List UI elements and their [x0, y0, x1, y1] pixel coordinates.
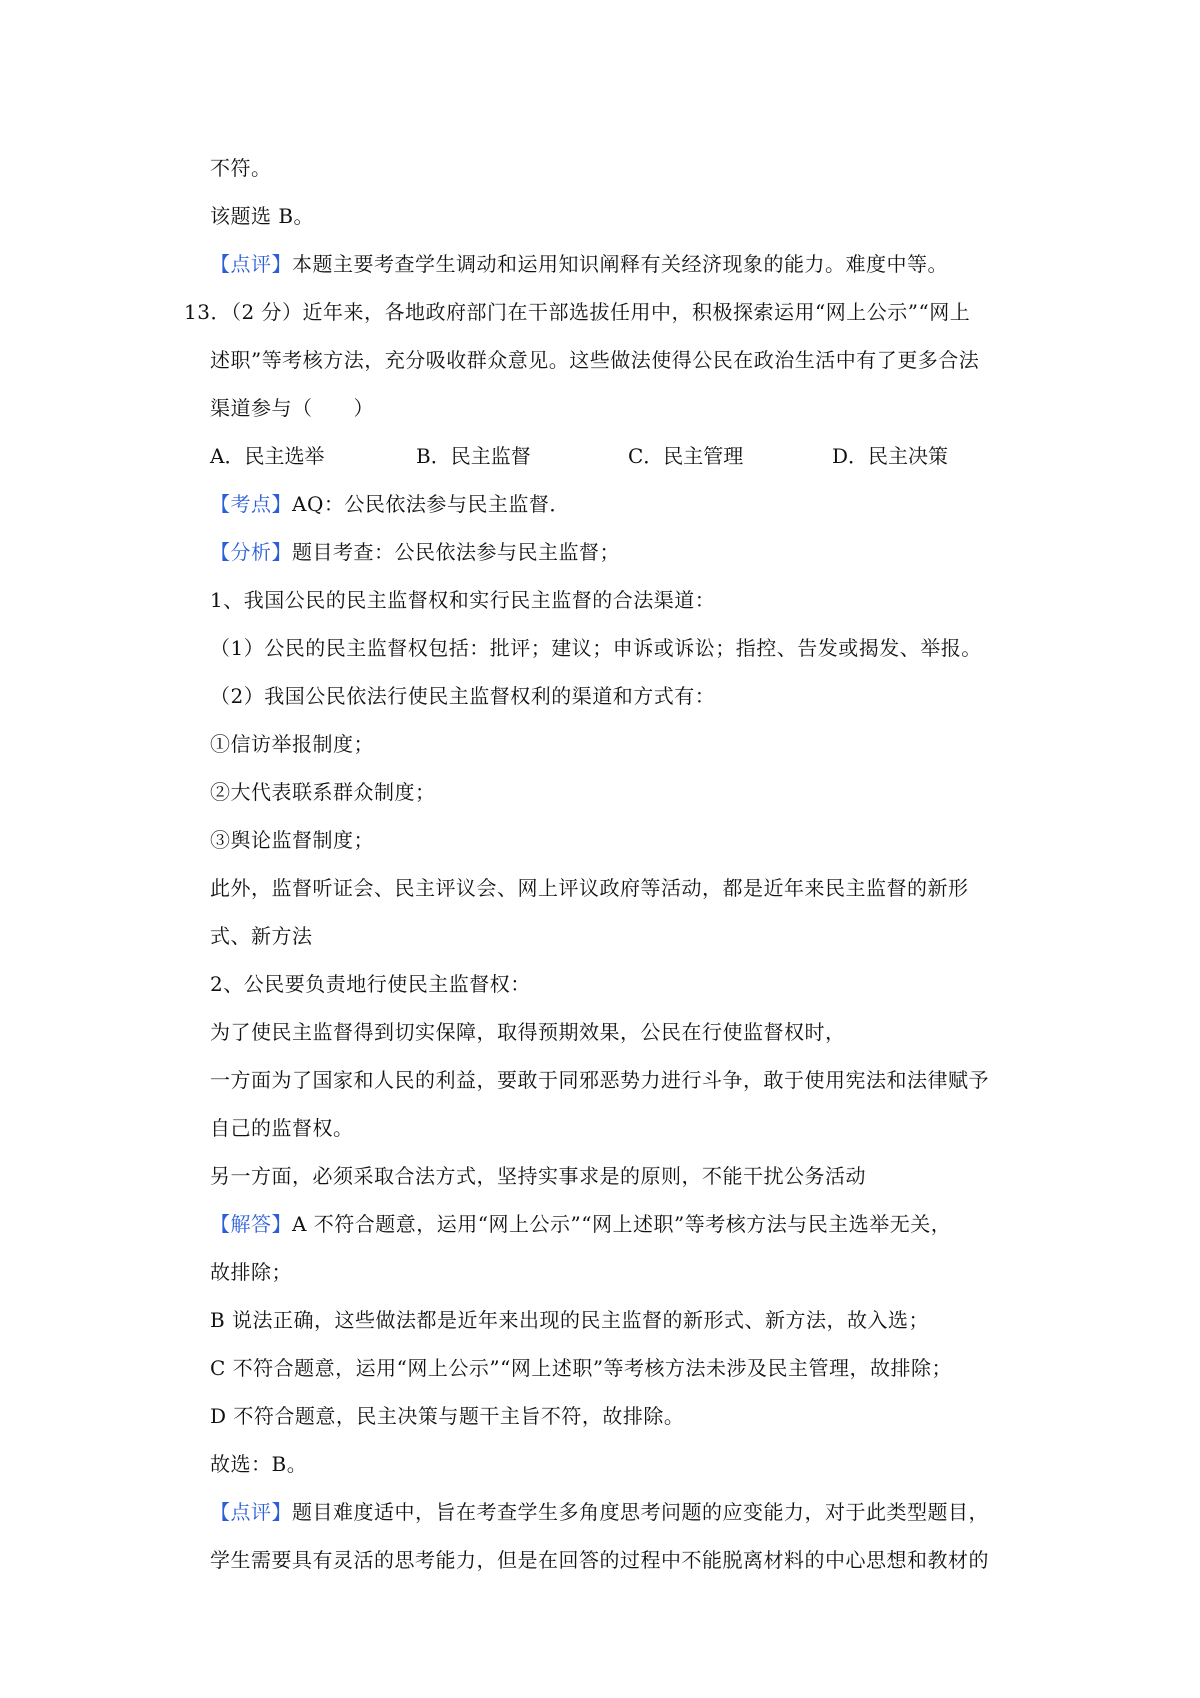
analysis-line: 2、公民要负责地行使民主监督权： — [210, 972, 531, 996]
answer-line: D 不符合题意，民主决策与题干主旨不符，故排除。 — [210, 1404, 685, 1428]
fenxi-tag: 【分析】 — [210, 540, 292, 564]
fenxi-line: 【分析】题目考查：公民依法参与民主监督； — [210, 540, 620, 564]
question-number: 13． — [184, 300, 231, 324]
answer-line: 故排除； — [210, 1260, 292, 1284]
analysis-line: 一方面为了国家和人民的利益，要敢于同邪恶势力进行斗争，敢于使用宪法和法律赋予 — [210, 1068, 989, 1092]
option-a: A．民主选举 — [210, 444, 325, 468]
analysis-line: 为了使民主监督得到切实保障，取得预期效果，公民在行使监督权时， — [210, 1020, 846, 1044]
review-tag: 【点评】 — [210, 252, 292, 276]
prev-review — [210, 250, 948, 278]
question-stem-line2: 述职”等考核方法，充分吸收群众意见。这些做法使得公民在政治生活中有了更多合法 — [210, 348, 980, 372]
dianping-line2: 学生需要具有灵活的思考能力，但是在回答的过程中不能脱离材料的中心思想和教材的 — [210, 1548, 989, 1572]
option-c: C．民主管理 — [628, 444, 744, 468]
analysis-line: ③舆论监督制度； — [210, 828, 374, 852]
jieda-line: 【解答】A 不符合题意，运用“网上公示”“网上述职”等考核方法与民主选举无关， — [210, 1212, 952, 1236]
question-stem-line1: 13．（2 分）近年来，各地政府部门在干部选拔任用中，积极探索运用“网上公示”“网上 — [184, 300, 971, 324]
dianping-line: 【点评】题目难度适中，旨在考查学生多角度思考问题的应变能力，对于此类型题目， — [210, 1500, 989, 1524]
kaodian-tag: 【考点】 — [210, 492, 292, 516]
option-d: D．民主决策 — [832, 444, 949, 468]
analysis-line: 自己的监督权。 — [210, 1116, 354, 1140]
analysis-line: （2）我国公民依法行使民主监督权利的渠道和方式有： — [210, 684, 716, 708]
answer-line: 故选：B。 — [210, 1452, 308, 1476]
prev-line: 不符。 — [210, 156, 272, 180]
prev-answer: 该题选 B。 — [210, 204, 315, 228]
dianping-tag: 【点评】 — [210, 1500, 292, 1524]
analysis-line: （1）公民的民主监督权包括：批评；建议；申诉或诉讼；指控、告发或揭发、举报。 — [210, 636, 982, 660]
question-stem-line3: 渠道参与（ ） — [210, 396, 374, 420]
kaodian-line: 【考点】AQ：公民依法参与民主监督． — [210, 492, 570, 516]
option-b: B．民主监督 — [416, 444, 531, 468]
analysis-line: ②大代表联系群众制度； — [210, 780, 436, 804]
analysis-line: 另一方面，必须采取合法方式，坚持实事求是的原则，不能干扰公务活动 — [210, 1164, 866, 1188]
review-text: 本题主要考查学生调动和运用知识阐释有关经济现象的能力。难度中等。 — [292, 252, 948, 276]
answer-line: B 说法正确，这些做法都是近年来出现的民主监督的新形式、新方法，故入选； — [210, 1308, 930, 1332]
analysis-line: ①信访举报制度； — [210, 732, 374, 756]
analysis-line: 式、新方法 — [210, 924, 313, 948]
analysis-line: 1、我国公民的民主监督权和实行民主监督的合法渠道： — [210, 588, 716, 612]
jieda-tag: 【解答】 — [210, 1212, 292, 1236]
answer-line: C 不符合题意，运用“网上公示”“网上述职”等考核方法未涉及民主管理，故排除； — [210, 1356, 953, 1380]
analysis-line: 此外，监督听证会、民主评议会、网上评议政府等活动，都是近年来民主监督的新形 — [210, 876, 969, 900]
